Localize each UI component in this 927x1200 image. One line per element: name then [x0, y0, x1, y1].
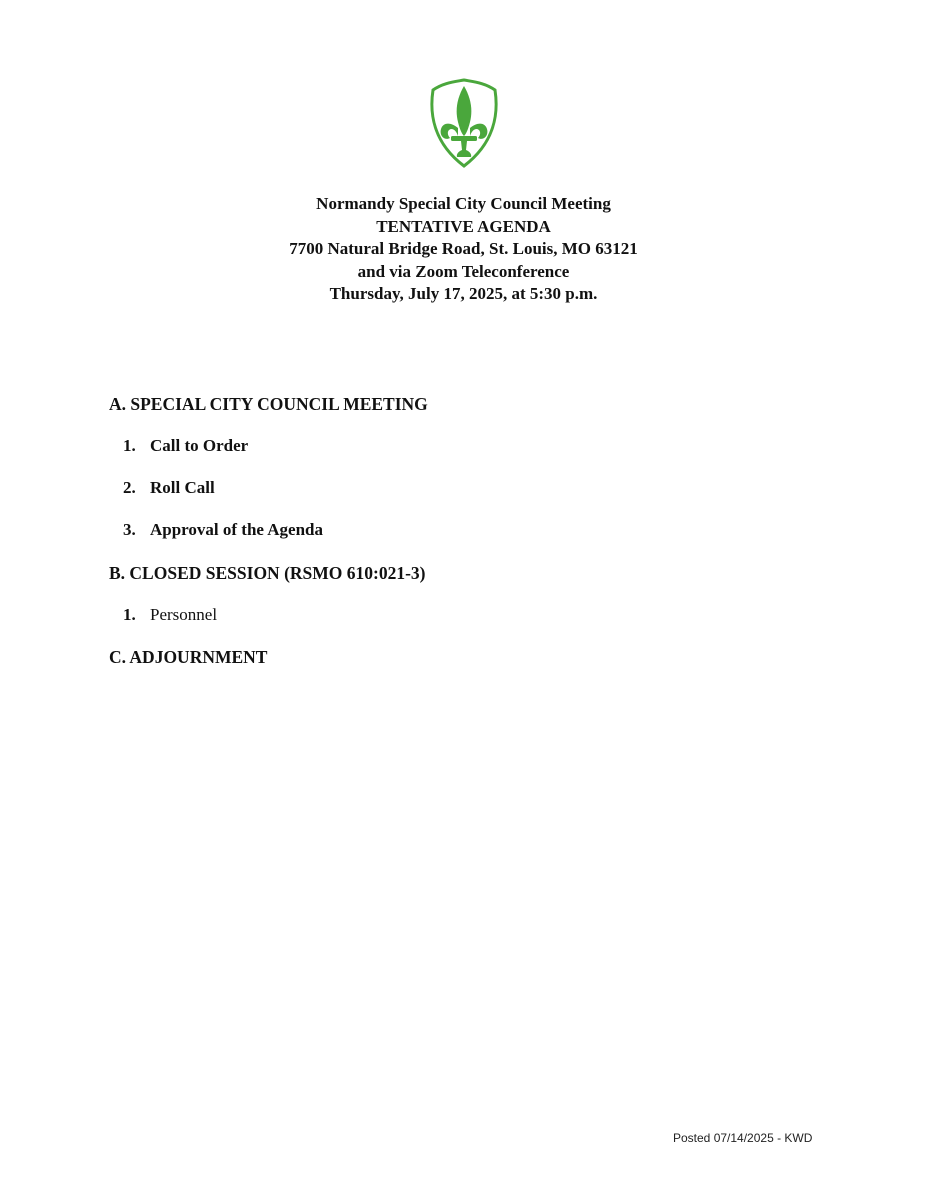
agenda-item-roll-call: [123, 478, 215, 498]
item-number: 2.: [123, 478, 136, 497]
meeting-address: 7700 Natural Bridge Road, St. Louis, MO 63121: [289, 239, 638, 258]
item-text: Roll Call: [150, 478, 215, 497]
item-number: 1.: [123, 436, 136, 455]
agenda-item-approval-of-agenda: [123, 520, 323, 540]
section-heading-c: C. ADJOURNMENT: [109, 647, 268, 667]
meeting-remote-info: and via Zoom Teleconference: [357, 261, 570, 281]
item-number: 1.: [123, 605, 136, 624]
item-text: Approval of the Agenda: [150, 520, 324, 539]
meeting-datetime: Thursday, July 17, 2025, at 5:30 p.m.: [329, 284, 598, 303]
meeting-title: Normandy Special City Council Meeting: [316, 194, 611, 213]
agenda-item-personnel: [123, 605, 217, 625]
item-text: Personnel: [150, 605, 218, 624]
agenda-type: TENTATIVE AGENDA: [376, 216, 551, 236]
section-heading-b: B. CLOSED SESSION (RSMO 610:021-3): [109, 563, 426, 583]
item-number: 3.: [123, 520, 136, 539]
fleur-de-lis-shield-icon: [425, 78, 503, 168]
section-heading-a: A. SPECIAL CITY COUNCIL MEETING: [109, 394, 428, 414]
agenda-item-call-to-order: [123, 436, 248, 456]
meeting-header: [0, 193, 927, 306]
posted-note: Posted 07/14/2025 - KWD: [673, 1131, 813, 1145]
item-text: Call to Order: [150, 436, 249, 455]
